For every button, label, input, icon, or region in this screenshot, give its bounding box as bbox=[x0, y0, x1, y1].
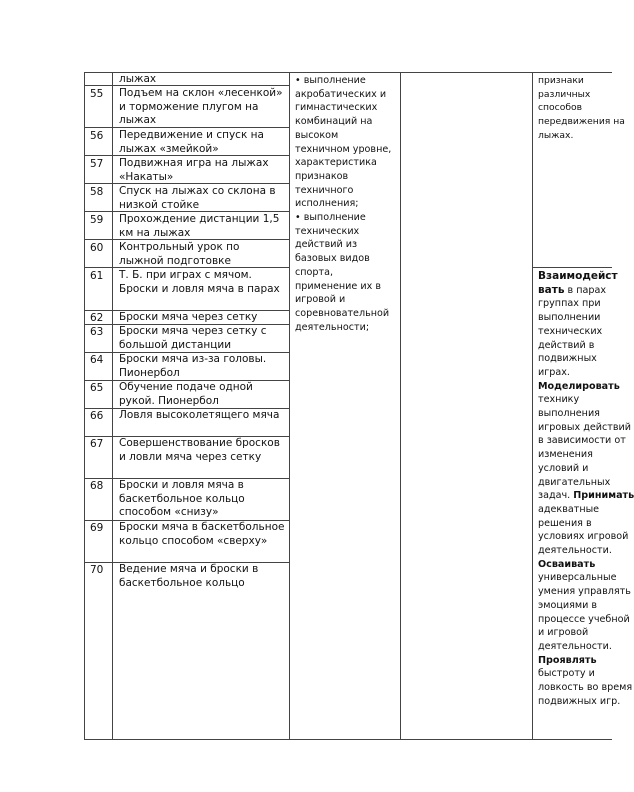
activity-keyword: Взаимодейст bbox=[538, 270, 618, 282]
lesson-topic: Прохождение дистанции 1,5 км на лыжах bbox=[119, 213, 280, 239]
lesson-topic: лыжах bbox=[119, 73, 157, 85]
characteristics-item: • выполнение акробатических и гимнастических комбинаций на высоком техничном уровне, характеристика признаков техничного исполнения; bbox=[295, 75, 392, 210]
activity-line: условий и bbox=[538, 462, 589, 474]
activity-line: технических bbox=[538, 325, 603, 337]
activity-keyword: Моделировать bbox=[538, 380, 620, 392]
lesson-topic: Ловля высоколетящего мяча bbox=[119, 409, 280, 421]
activity-text: в парах bbox=[564, 284, 607, 296]
lesson-topic: Ведение мяча и броски в баскетбольное кольцо bbox=[119, 563, 259, 589]
row-number: 62 bbox=[90, 312, 104, 324]
activity-line: выполнения bbox=[538, 408, 600, 420]
activity-line: умения управлять bbox=[538, 586, 631, 598]
activity-keyword: Осваивать bbox=[538, 558, 596, 570]
table-border-bottom bbox=[84, 739, 612, 740]
lesson-topic: Обучение подаче одной рукой. Пионербол bbox=[119, 381, 253, 407]
lesson-topic: Передвижение и спуск на лыжах «змейкой» bbox=[119, 129, 264, 155]
activity-line: деятельности. bbox=[538, 545, 612, 557]
row-number: 67 bbox=[90, 438, 104, 450]
col-divider-activities bbox=[532, 72, 533, 740]
lesson-topic: Подъем на склон «лесенкой» и торможение плугом на лыжах bbox=[119, 87, 283, 127]
activity-line: способов bbox=[538, 102, 583, 114]
col-divider-num bbox=[112, 72, 113, 740]
lesson-topic: Броски мяча через сетку с большой дистанции bbox=[119, 325, 267, 351]
activity-line: группах при bbox=[538, 298, 601, 310]
activity-line: условиях игровой bbox=[538, 531, 629, 543]
row-number: 64 bbox=[90, 354, 104, 366]
row-number: 68 bbox=[90, 480, 104, 492]
activity-line: эмоциями в bbox=[538, 599, 598, 611]
table-border-left bbox=[84, 72, 85, 740]
row-number: 60 bbox=[90, 242, 104, 254]
row-number: 61 bbox=[90, 270, 104, 282]
characteristics-item: • выполнение технических действий из базовых видов спорта, применение их в игровой и соревновательной деятельности; bbox=[295, 212, 390, 333]
characteristics-cell bbox=[295, 74, 395, 334]
row-number: 66 bbox=[90, 410, 104, 422]
lesson-topic: Броски мяча в баскетбольное кольцо способом «сверху» bbox=[119, 521, 285, 547]
activity-keyword: Принимать bbox=[573, 490, 634, 502]
lesson-topic: Броски мяча через сетку bbox=[119, 311, 258, 323]
row-number: 69 bbox=[90, 522, 104, 534]
activity-line bbox=[538, 284, 612, 298]
activity-line: подвижных bbox=[538, 353, 597, 365]
row-number: 63 bbox=[90, 326, 104, 338]
activity-keyword: вать bbox=[538, 283, 565, 296]
lesson-topic: Броски и ловля мяча в баскетбольное кольцо способом «снизу» bbox=[119, 479, 245, 519]
lesson-topic: Т. Б. при играх с мячом. Броски и ловля мяча в парах bbox=[119, 269, 280, 295]
col-divider-characteristics bbox=[400, 72, 401, 740]
activity-line: изменения bbox=[538, 449, 593, 461]
lesson-topic: Броски мяча из-за головы. Пионербол bbox=[119, 353, 267, 379]
activity-line: процессе учебной bbox=[538, 613, 630, 625]
activity-line: различных bbox=[538, 88, 591, 100]
activity-line: признаки bbox=[538, 75, 584, 86]
activity-cell-ball-games bbox=[538, 270, 634, 709]
row-number: 70 bbox=[90, 564, 104, 576]
activity-text: задач. bbox=[538, 490, 574, 502]
activity-line: ловкость во время bbox=[538, 682, 633, 694]
row-number: 59 bbox=[90, 214, 104, 226]
lesson-topic: Спуск на лыжах со склона в низкой стойке bbox=[119, 185, 276, 211]
activity-line: подвижных игр. bbox=[538, 695, 621, 707]
activity-line: в зависимости от bbox=[538, 435, 626, 447]
activity-line: игровых действий bbox=[538, 421, 631, 433]
col-divider-topic bbox=[289, 72, 290, 740]
activity-line: действий в bbox=[538, 339, 595, 351]
activity-line: и игровой bbox=[538, 627, 589, 639]
activity-line: универсальные bbox=[538, 572, 617, 584]
activity-line: выполнении bbox=[538, 312, 601, 324]
lesson-topic: Подвижная игра на лыжах «Накаты» bbox=[119, 157, 269, 183]
row-number: 55 bbox=[90, 88, 104, 100]
row-number: 58 bbox=[90, 186, 104, 198]
lesson-topic: Контрольный урок по лыжной подготовке bbox=[119, 241, 240, 267]
row-number: 56 bbox=[90, 130, 104, 142]
activity-cell-skiing bbox=[538, 74, 625, 143]
activity-line: деятельности. bbox=[538, 640, 612, 652]
row-number: 65 bbox=[90, 382, 104, 394]
activity-line: решения в bbox=[538, 517, 592, 529]
activity-line: адекватные bbox=[538, 503, 600, 515]
activity-line: играх. bbox=[538, 366, 570, 378]
activity-line: лыжах. bbox=[538, 129, 574, 141]
row-number: 57 bbox=[90, 158, 104, 170]
activity-line: двигательных bbox=[538, 476, 611, 488]
activity-line: быстроту и bbox=[538, 668, 595, 680]
activity-line: технику bbox=[538, 394, 580, 406]
col5-section-divider bbox=[532, 267, 612, 268]
activity-line bbox=[538, 489, 634, 503]
activity-keyword: Проявлять bbox=[538, 654, 597, 666]
lesson-topic: Совершенствование бросков и ловли мяча через сетку bbox=[119, 437, 280, 463]
activity-line: передвижения на bbox=[538, 116, 625, 128]
